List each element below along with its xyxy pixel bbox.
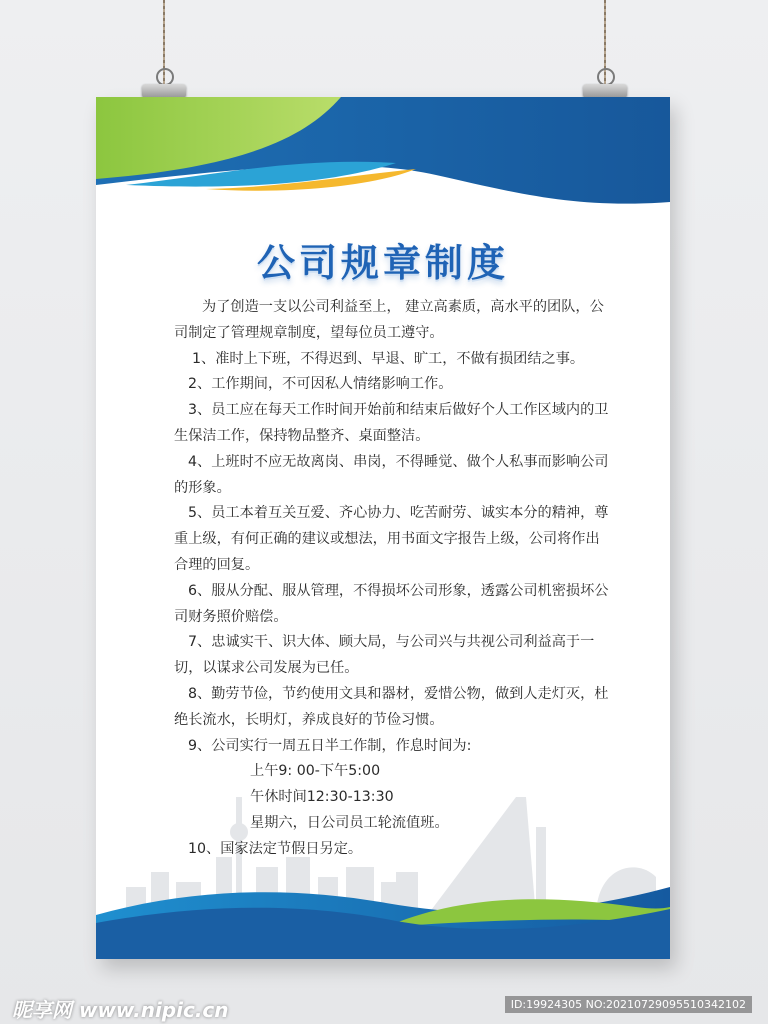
rule-item-7: 7、忠诚实干、识大体、顾大局，与公司兴与共视公司利益高于一切，以谋求公司发展为已任。	[174, 634, 595, 677]
poster-title: 公司规章制度	[256, 241, 509, 285]
rule-item-2: 2、工作期间，不可因私人情绪影响工作。	[188, 376, 453, 393]
schedule-line-1: 上午9: 00-下午5:00	[250, 763, 381, 780]
poster	[96, 97, 670, 959]
watermark-image-id: ID:19924305 NO:20210729095510342102	[505, 996, 752, 1013]
intro-paragraph: 为了创造一支以公司利益至上， 建立高素质，高水平的团队，公司制定了管理规章制度，望每位员工遵守。	[174, 299, 604, 341]
rule-item-3: 3、员工应在每天工作时间开始前和结束后做好个人工作区域内的卫生保洁工作，保持物品整齐、桌面整洁。	[174, 402, 609, 444]
watermark-brand: 昵享网 www.nipic.cn	[12, 998, 229, 1022]
rule-item-9: 9、公司实行一周五日半工作制，作息时间为:	[188, 737, 472, 754]
rule-item-8: 8、勤劳节俭，节约使用文具和器材，爱惜公物，做到人走灯灭，杜绝长流水，长明灯，养成良好的节俭习惯。	[174, 685, 609, 728]
rule-item-6: 6、服从分配、服从管理，不得损坏公司形象，透露公司机密损坏公司财务照价赔偿。	[174, 582, 609, 625]
rule-item-4: 4、上班时不应无故离岗、串岗，不得睡觉、做个人私事而影响公司的形象。	[174, 453, 609, 496]
rule-item-10: 10、国家法定节假日另定。	[188, 840, 363, 857]
rule-item-5: 5、员工本着互关互爱、齐心协力、吃苦耐劳、诚实本分的精神，尊重上级，有何正确的建议或想法，用书面文字报告上级，公司将作出合理的回复。	[174, 505, 609, 573]
rule-item-1: 1、准时上下班，不得迟到、早退、旷工，不做有损团结之事。	[192, 350, 585, 367]
schedule-line-2: 午休时间12:30-13:30	[250, 789, 394, 806]
schedule-line-3: 星期六，日公司员工轮流值班。	[250, 814, 449, 831]
rules-content	[174, 295, 610, 863]
